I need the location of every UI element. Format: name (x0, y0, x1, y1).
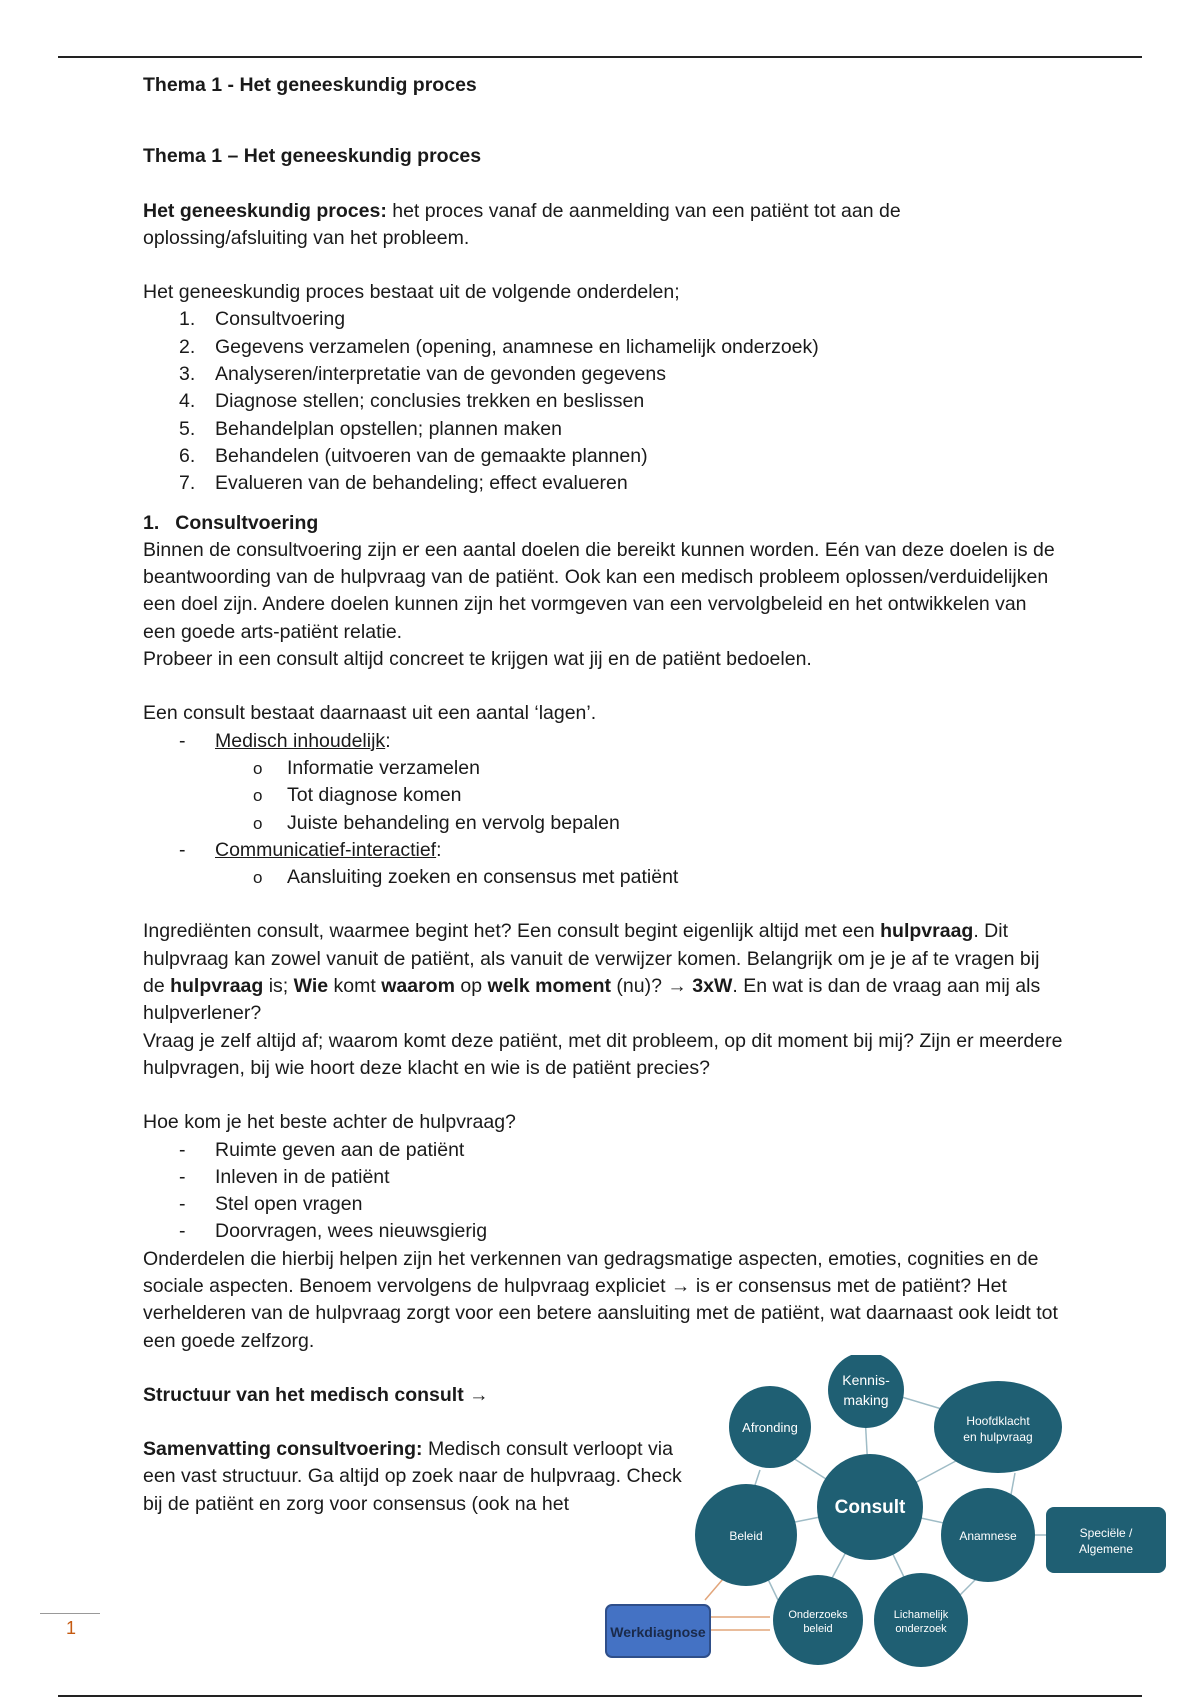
list-item: 1. Consultvoering (179, 308, 346, 331)
layer-medisch: - Medisch inhoudelijk: (143, 728, 1063, 755)
list-item: 2. Gegevens verzamelen (opening, anamnese en lichamelijk onderzoek) (179, 335, 819, 358)
consult-heading: 1. Consultvoering (143, 511, 319, 534)
ingredients-paragraph-2: Vraag je zelf altijd af; waarom komt deze patiënt, met dit probleem, op dit moment bij mij? Zijn er meerdere hulpvragen, bij wie hoort deze klacht en wie is de patiënt precies? (143, 1029, 1063, 1079)
list-item: 3. Analyseren/interpretatie van de gevonden gegevens (179, 363, 666, 386)
definition-term: Het geneeskundig proces: (143, 199, 387, 222)
list-item: - Stel open vragen (143, 1191, 1063, 1218)
how-intro: Hoe kom je het beste achter de hulpvraag? (143, 1111, 516, 1134)
how-paragraph: Onderdelen die hierbij helpen zijn het verkennen van gedragsmatige aspecten, emoties, cognities en de sociale aspecten. Benoem vervolgens de hulpvraag expliciet → is er consensus met de patiënt? Het verhelderen van de hulpvraag zorgt voor een betere aansluiting met de patiënt, wat daarnaast ook leidt tot een goede zelfzorg. (143, 1247, 1058, 1352)
label-ond-2: beleid (803, 1623, 833, 1635)
label-afronding: Afronding (742, 1420, 798, 1435)
label-hoofd-1: Hoofdklacht (966, 1414, 1030, 1428)
label-spec-1: Speciële / (1079, 1526, 1133, 1540)
label-hoofd-2: en hulpvraag (963, 1430, 1033, 1444)
definition-text: het proces vanaf de aanmelding van een patiënt tot aan de oplossing/afsluiting van het probleem. (143, 199, 901, 249)
footer-rule (40, 1613, 100, 1614)
label-ond-1: Onderzoeks (788, 1609, 848, 1621)
list-item: - Doorvragen, wees nieuwsgierig (143, 1218, 1063, 1245)
list-item: - Ruimte geven aan de patiënt (143, 1137, 1063, 1164)
structure-heading: Structuur van het medisch consult → (143, 1383, 489, 1406)
page-number: 1 (66, 1618, 77, 1638)
list-item: 6. Behandelen (uitvoeren van de gemaakte plannen) (179, 444, 648, 467)
consult-paragraph-1: Binnen de consultvoering zijn er een aantal doelen die bereikt kunnen worden. Eén van deze doelen is de beantwoording van de hulpvraag van de patiënt. Ook kan een medisch probleem oplossen/verduidelijken een doel zijn. Andere doelen kunnen zijn het vormgeven van een vervolgbeleid en het ontwikkelen van een goede arts-patiënt relatie. (143, 538, 1055, 643)
parts-intro: Het geneeskundig proces bestaat uit de volgende onderdelen; (143, 281, 680, 304)
label-consult: Consult (834, 1497, 906, 1518)
list-item: o Tot diagnose komen (143, 782, 1063, 809)
label-lich-2: onderzoek (895, 1623, 947, 1635)
definition (143, 198, 1063, 253)
section-title: Thema 1 – Het geneeskundig proces (143, 145, 482, 168)
label-spec-2: Algemene (1078, 1542, 1134, 1556)
label-anamnese: Anamnese (959, 1529, 1017, 1543)
document-body (143, 72, 1063, 1518)
footer-rule-bottom (58, 1695, 1142, 1697)
label-lich-1: Lichamelijk (893, 1609, 949, 1621)
header-title: Thema 1 - Het geneeskundig proces (143, 74, 477, 96)
list-item: o Aansluiting zoeken en consensus met patiënt (143, 864, 1063, 891)
list-item: 5. Behandelplan opstellen; plannen maken (179, 417, 562, 440)
list-item: 4. Diagnose stellen; conclusies trekken en beslissen (179, 390, 645, 413)
list-item: - Inleven in de patiënt (143, 1164, 1063, 1191)
label-kennis-1: Kennis- (842, 1372, 890, 1388)
list-item: o Juiste behandeling en vervolg bepalen (143, 810, 1063, 837)
consult-paragraph-2: Probeer in een consult altijd concreet te krijgen wat jij en de patiënt bedoelen. (143, 648, 812, 671)
label-kennis-2: making (843, 1392, 889, 1408)
label-werkdiagnose: Werkdiagnose (610, 1624, 706, 1640)
summary-paragraph: Samenvatting consultvoering: Medisch consult verloopt via een vast structuur. Ga altijd op zoek naar de hulpvraag. Check bij de patiënt en zorg voor consensus (ook na het (143, 1438, 682, 1515)
parts-list (143, 306, 1063, 497)
label-beleid: Beleid (729, 1529, 763, 1543)
consult-structure-diagram (600, 1355, 1170, 1670)
ingredients-paragraph: Ingrediënten consult, waarmee begint het? Een consult begint eigenlijk altijd met een hulpvraag. Dit hulpvraag kan zowel vanuit de patiënt, als vanuit de verwijzer komen. Belangrijk om je je af te vragen bij de hulpvraag is; Wie komt waarom op welk moment (nu)? → 3xW. En wat is dan de vraag aan mij als hulpverlener? (143, 920, 1041, 1025)
list-item: 7. Evalueren van de behandeling; effect evalueren (179, 472, 628, 495)
node-speciele (1046, 1507, 1166, 1573)
layers-intro: Een consult bestaat daarnaast uit een aantal ‘lagen’. (143, 702, 597, 725)
header-rule (58, 56, 1142, 58)
layer-communicatief: - Communicatief-interactief: (143, 837, 1063, 864)
list-item: o Informatie verzamelen (143, 755, 1063, 782)
